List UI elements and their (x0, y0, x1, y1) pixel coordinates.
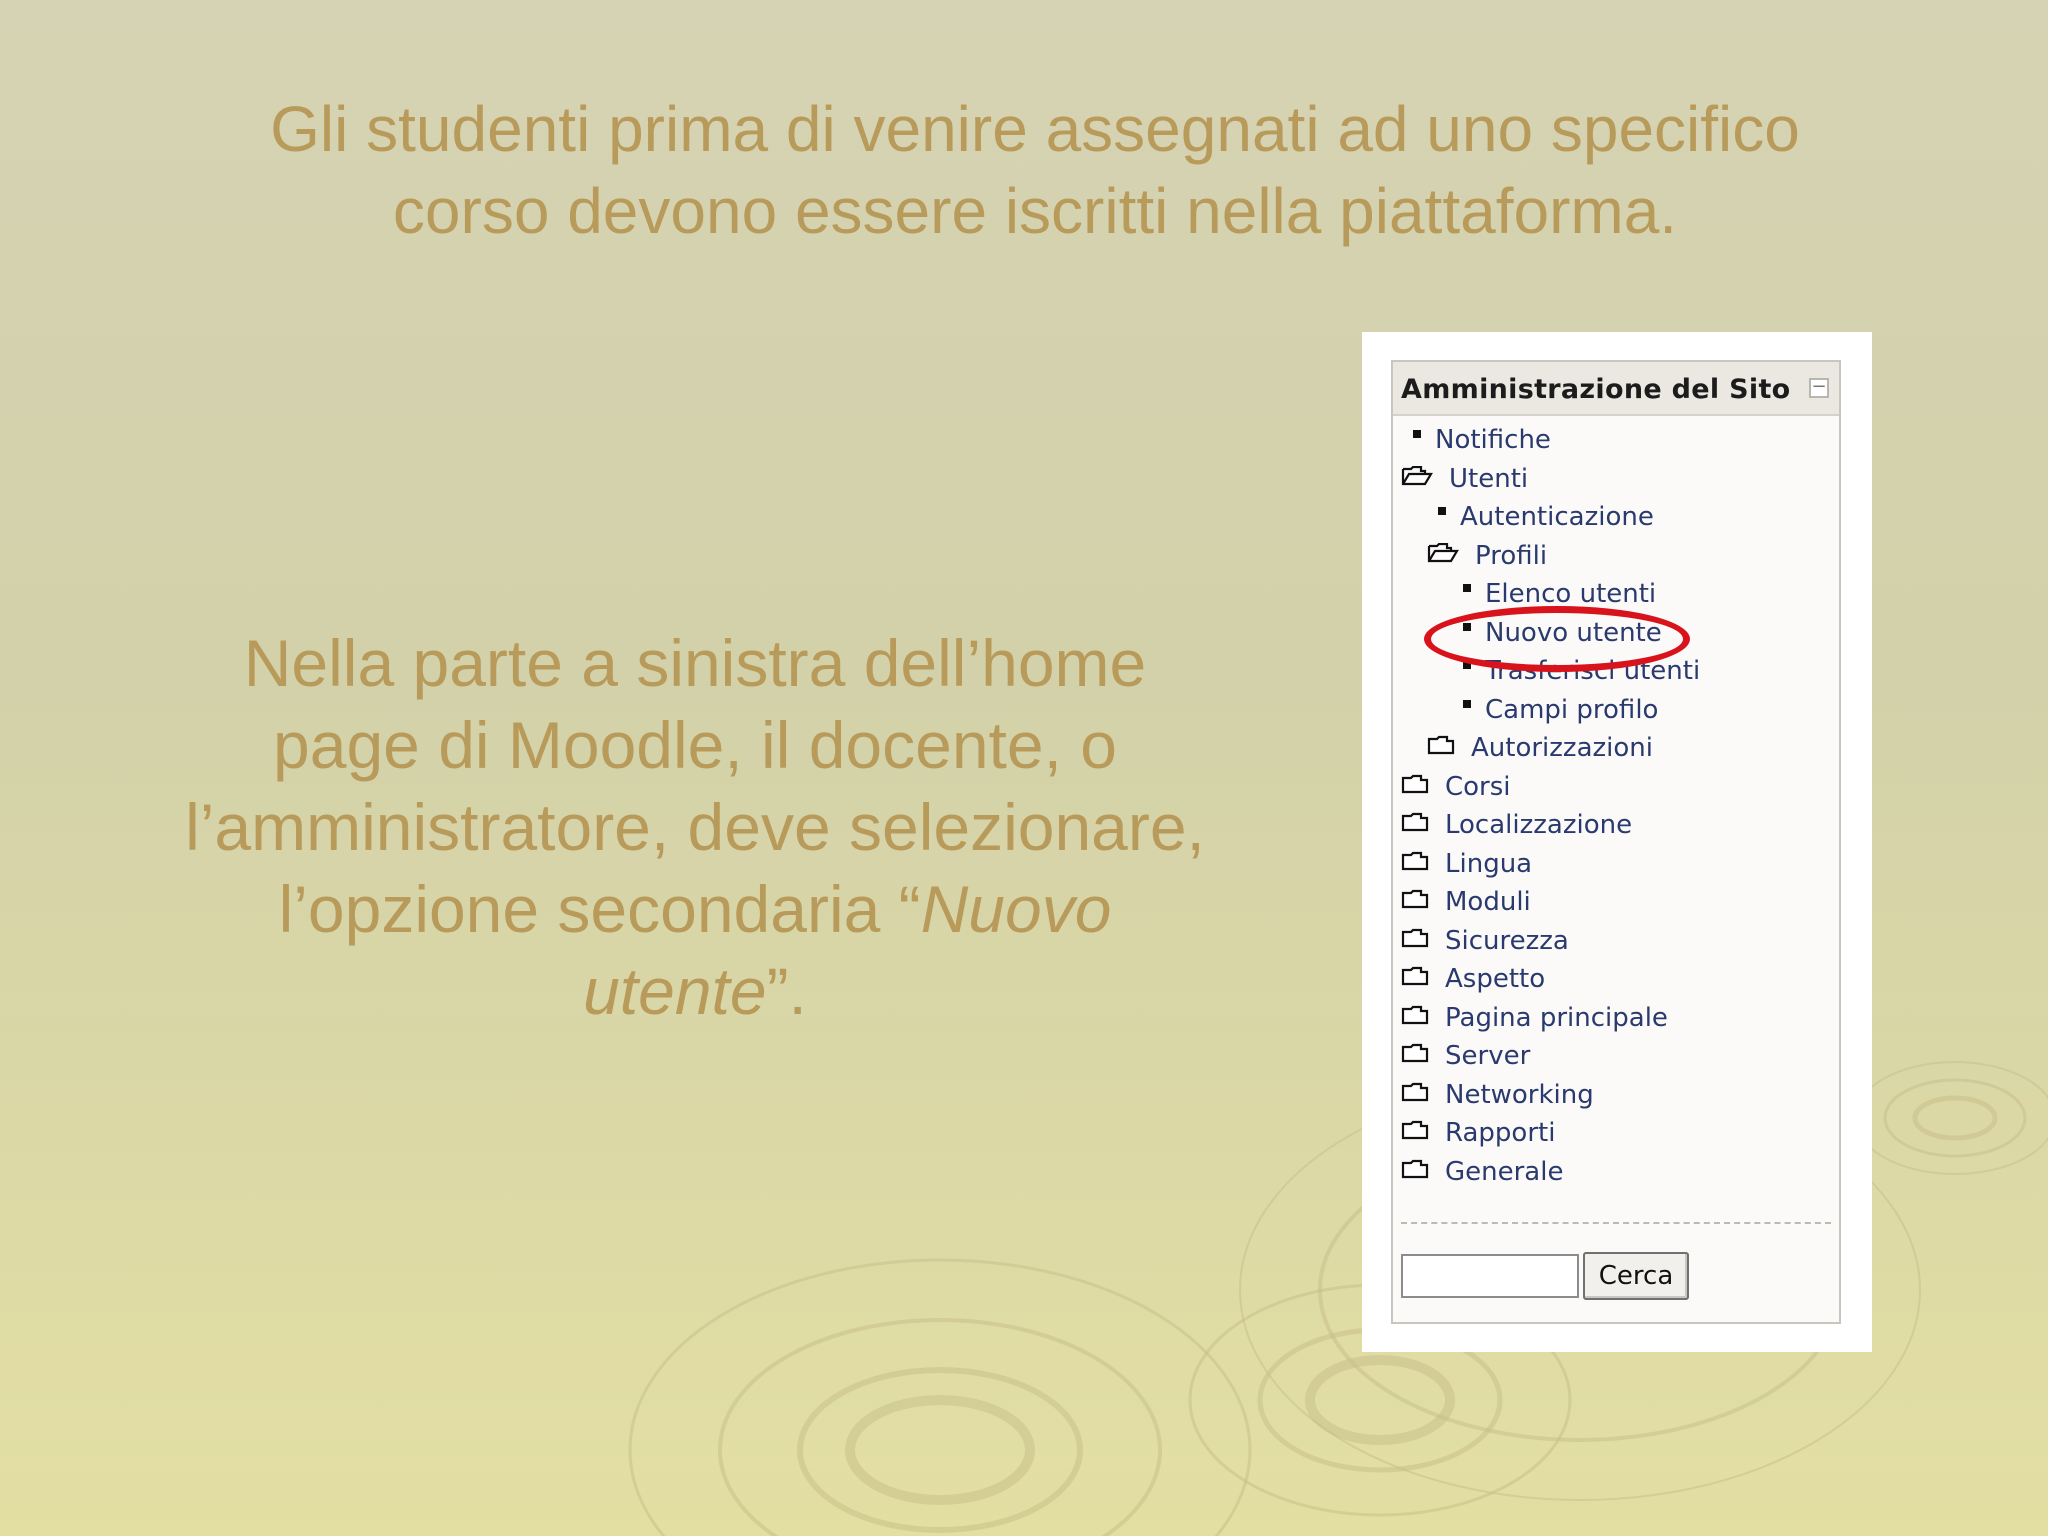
tree-item-label: Nuovo utente (1485, 617, 1662, 648)
tree-item-nuovo-utente[interactable] (1463, 615, 1662, 651)
tree-item-label: Rapporti (1445, 1118, 1556, 1148)
folder-open-icon (1401, 466, 1433, 486)
body-line-5-italic: utente (583, 954, 767, 1028)
folder-icon (1401, 928, 1429, 948)
body-line-3: l’amministratore, deve selezionare, (185, 790, 1205, 864)
tree-item-lingua[interactable] (1401, 846, 1532, 882)
tree-item-label: Aspetto (1445, 964, 1546, 994)
tree-item-sicurezza[interactable] (1401, 923, 1569, 959)
divider (1401, 1222, 1831, 1224)
tree-item-label: Profili (1475, 540, 1548, 571)
collapse-icon[interactable]: − (1809, 378, 1829, 398)
folder-icon (1401, 851, 1429, 871)
body-line-4-italic: Nuovo (920, 872, 1112, 946)
folder-icon (1401, 1159, 1429, 1179)
tree-item-label: Trasferisci utenti (1485, 656, 1701, 686)
body-line-4 (120, 868, 1270, 950)
body-line-5 (120, 950, 1270, 1032)
tree-item-label: Generale (1445, 1156, 1564, 1187)
tree-item-label: Corsi (1445, 771, 1511, 802)
tree-item-server[interactable] (1401, 1038, 1530, 1074)
search-button[interactable]: Cerca (1583, 1252, 1689, 1300)
tree-item-aspetto[interactable] (1401, 961, 1545, 997)
tree-item-utenti[interactable] (1401, 461, 1528, 497)
tree-item-profili[interactable] (1427, 538, 1547, 574)
tree-item-label: Pagina principale (1445, 1002, 1668, 1033)
tree-item-label: Utenti (1449, 463, 1529, 494)
screenshot-panel (1362, 332, 1872, 1352)
tree-item-label: Autenticazione (1460, 502, 1654, 532)
title-line-1: Gli studenti prima di venire assegnati ad uno specifico (270, 93, 1800, 165)
bullet-icon (1438, 507, 1446, 515)
tree-item-label: Lingua (1445, 848, 1533, 879)
tree-item-rapporti[interactable] (1401, 1115, 1555, 1151)
tree-item-localizzazione[interactable] (1401, 807, 1632, 843)
bullet-icon (1463, 700, 1471, 708)
folder-icon (1401, 1120, 1429, 1140)
folder-icon (1401, 966, 1429, 986)
tree-item-label: Campi profilo (1485, 694, 1659, 725)
tree-item-campi-profilo[interactable] (1463, 692, 1658, 728)
tree-item-trasferisci-utenti[interactable] (1463, 653, 1700, 689)
folder-open-icon (1427, 543, 1459, 563)
folder-icon (1401, 1082, 1429, 1102)
bullet-icon (1463, 584, 1471, 592)
slide-body-text (120, 622, 1270, 1032)
tree-item-label: Autorizzazioni (1471, 733, 1653, 763)
folder-icon (1401, 889, 1429, 909)
folder-icon (1401, 812, 1429, 832)
tree-item-networking[interactable] (1401, 1077, 1594, 1113)
tree-item-corsi[interactable] (1401, 769, 1511, 805)
search-input[interactable] (1401, 1254, 1579, 1298)
tree-item-label: Moduli (1445, 887, 1531, 917)
tree-item-elenco-utenti[interactable] (1463, 576, 1656, 612)
tree-item-moduli[interactable] (1401, 884, 1531, 920)
bullet-icon (1463, 623, 1471, 631)
slide-title (120, 88, 1950, 252)
body-line-2: page di Moodle, il docente, o (273, 708, 1117, 782)
tree-item-autorizzazioni[interactable] (1427, 730, 1653, 766)
tree-item-pagina-principale[interactable] (1401, 1000, 1668, 1036)
tree-item-label: Sicurezza (1445, 925, 1569, 956)
block-header (1393, 362, 1839, 416)
tree-item-notifiche[interactable] (1413, 422, 1551, 458)
body-line-4-prefix: l’opzione secondaria “ (278, 872, 921, 946)
folder-icon (1427, 735, 1455, 755)
folder-icon (1401, 1005, 1429, 1025)
site-administration-block (1391, 360, 1841, 1324)
tree-item-label: Notifiche (1435, 425, 1551, 455)
tree-item-generale[interactable] (1401, 1154, 1563, 1190)
folder-icon (1401, 774, 1429, 794)
body-line-5-suffix: ”. (766, 954, 807, 1028)
bullet-icon (1413, 430, 1421, 438)
tree-item-label: Server (1445, 1041, 1531, 1071)
block-title: Amministrazione del Sito (1401, 374, 1791, 405)
tree-item-label: Networking (1445, 1079, 1594, 1110)
tree-item-label: Localizzazione (1445, 810, 1633, 840)
folder-icon (1401, 1043, 1429, 1063)
body-line-1: Nella parte a sinistra dell’home (243, 626, 1147, 700)
bullet-icon (1463, 661, 1471, 669)
tree-item-label: Elenco utenti (1485, 579, 1657, 609)
tree-item-autenticazione[interactable] (1438, 499, 1654, 535)
title-line-2: corso devono essere iscritti nella piattaforma. (392, 175, 1678, 247)
